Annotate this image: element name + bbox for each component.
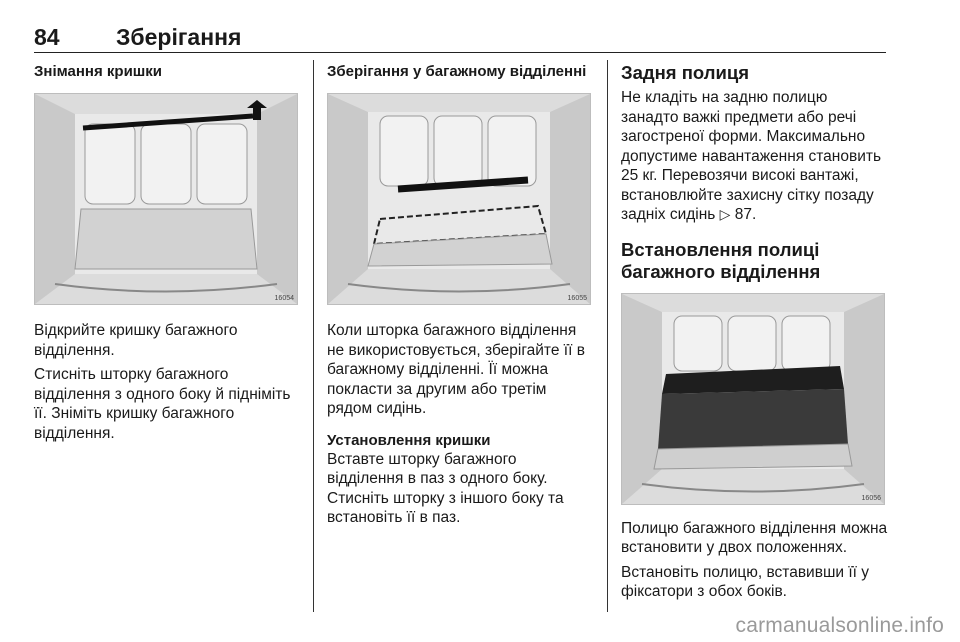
- section-heading-install-shelf: Встановлення полиці багажного відділення: [621, 238, 821, 282]
- section-heading-removing-cover: Знімання кришки: [34, 63, 163, 80]
- section-heading-storing-cover: Зберігання у багажному відділенні: [327, 63, 587, 80]
- paragraph-rear-shelf-warning: [621, 88, 889, 225]
- paragraph-shelf-positions: Полицю багажного відділення можна встановити у двох положеннях.: [621, 519, 888, 556]
- column-divider-2: [607, 60, 608, 612]
- paragraph-open-cover: Відкрийте кришку багажного відділення.: [34, 322, 238, 359]
- figure-number: 16056: [861, 494, 881, 502]
- paragraph-shelf-insert: Встановіть полицю, вставивши її у фіксатори з обох боків.: [621, 563, 870, 600]
- shelf-installation-illustration: [622, 294, 884, 504]
- column-storing-cover: [327, 62, 595, 528]
- figure-shelf-install: [621, 293, 885, 505]
- section-heading-rear-shelf: Задня полиця: [621, 62, 750, 83]
- figure-number: 16055: [567, 295, 587, 302]
- paragraph-store-cover: Коли шторка багажного відділення не використовується, зберігайте її в багажному відділенні. Її можна покласти за другим або третім рядом сидінь.: [327, 322, 585, 417]
- figure-cover-removal: [34, 93, 298, 305]
- page-number: 84: [34, 24, 60, 50]
- page-title: Зберігання: [116, 24, 242, 50]
- figure-number: 16054: [274, 295, 294, 302]
- column-rear-shelf: [621, 62, 889, 602]
- paragraph-install-cover: Вставте шторку багажного відділення в паз з одного боку. Стисніть шторку з іншого боку та встановіть її в паз.: [327, 450, 564, 526]
- page-reference-icon: ▷: [719, 206, 731, 222]
- figure-cover-storage: [327, 93, 591, 305]
- cargo-storage-illustration: [328, 94, 590, 304]
- subheading-install-cover: Установлення кришки: [327, 431, 491, 449]
- column-removing-cover: [34, 62, 302, 443]
- page-header: [34, 22, 886, 53]
- page-reference-link[interactable]: 87.: [734, 206, 757, 223]
- paragraph-remove-cover: Стисніть шторку багажного відділення з одного боку й підніміть її. Зніміть кришку багажного відділення.: [34, 366, 291, 442]
- watermark: carmanualsonline.info: [735, 614, 944, 637]
- warning-text: Не кладіть на задню полицю занадто важкі предмети або речі загостреної форми. Максимально допустиме навантаження становить 25 кг. Перевозячи високі вантажі, встановлюйте захисну сітку позаду задніх сидінь: [621, 89, 882, 223]
- cargo-cover-illustration: [35, 94, 297, 304]
- column-divider-1: [313, 60, 314, 612]
